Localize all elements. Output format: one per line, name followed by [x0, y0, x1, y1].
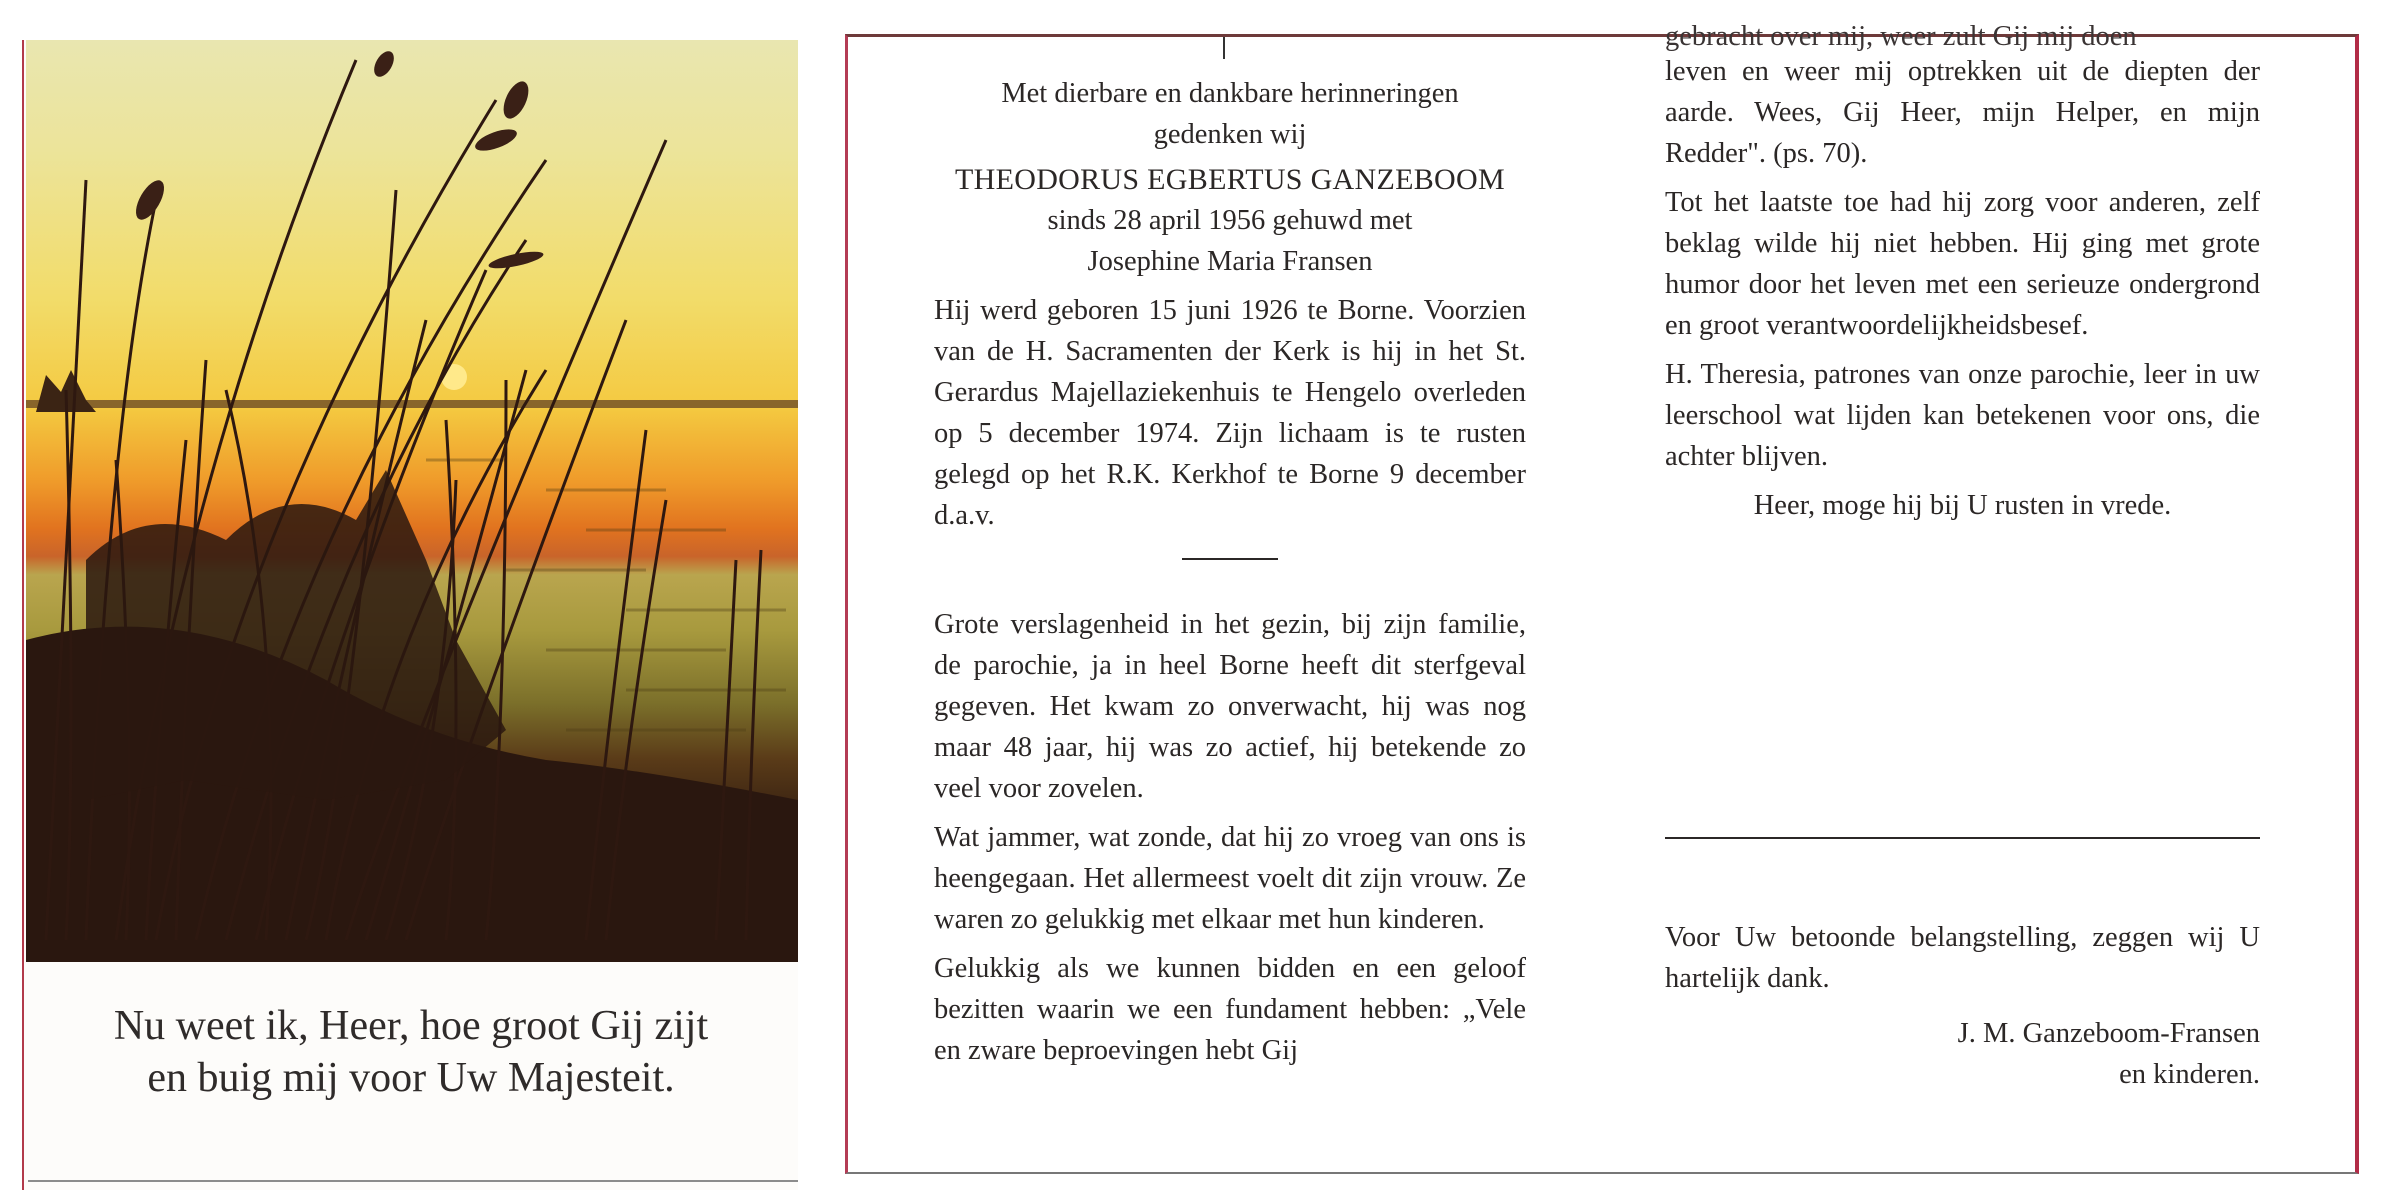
caption-line-1: Nu weet ik, Heer, hoe groot Gij zijt — [113, 1003, 709, 1049]
closing-prayer: Heer, moge hij bij U rusten in vrede. — [1753, 490, 2172, 521]
faith-paragraph: Gelukkig als we kunnen bidden en een geloof bezitten waarin we een fundament hebben: „Vele en zware beproevingen hebt Gij — [934, 953, 1526, 1066]
patron-saint-paragraph: H. Theresia, patrones van onze parochie, leer in uw leerschool wat lijden kan betekenen voor ons, die achter blijven. — [1665, 359, 2260, 472]
thanks-block — [1665, 917, 2260, 1095]
thanks-divider — [1665, 837, 2260, 839]
character-paragraph: Tot het laatste toe had hij zorg voor anderen, zelf beklag wilde hij niet hebben. Hij ging met grote humor door het leven met een serieuze ondergrond en groot verantwoordelijkheidsbesef. — [1665, 187, 2260, 341]
grief-paragraph: Grote verslagenheid in het gezin, bij zijn familie, de parochie, ja in heel Borne heeft dit sterfgeval gegeven. Het kwam zo onverwacht, hij was nog maar 48 jaar, hij was zo actief, hij betekende zo veel voor zovelen. — [934, 609, 1526, 804]
card-bottom-edge — [28, 1180, 798, 1182]
psalm-paragraph: leven en weer mij optrekken uit de diepten der aarde. Wees, Gij Heer, mijn Helper, en mijn Redder". (ps. 70). — [1665, 56, 2260, 169]
reed-plumes — [130, 48, 544, 272]
prayer-card-front — [22, 40, 798, 1190]
caption-line-2: en buig mij voor Uw Majesteit. — [147, 1055, 675, 1101]
memorial-card-inside — [845, 21, 2359, 1174]
horizon-line — [26, 400, 798, 408]
biography-paragraph: Hij werd geboren 15 juni 1926 te Borne. Voorzien van de H. Sacramenten der Kerk is hij in het St. Gerardus Majellaziekenhuis te Hengelo overleden op 5 december 1974. Zijn lichaam is te rusten gelegd op het R.K. Kerkhof te Borne 9 december d.a.v. — [934, 295, 1526, 531]
spouse-name: Josephine Maria Fransen — [1087, 246, 1373, 277]
deceased-name: THEODORUS EGBERTUS GANZEBOOM — [955, 163, 1505, 196]
fold-mark — [1223, 37, 1225, 59]
memorial-text-column-1 — [934, 73, 1526, 1079]
intro-line-2: gedenken wij — [1153, 119, 1307, 150]
prayer-caption — [24, 1000, 798, 1104]
loss-paragraph: Wat jammer, wat zonde, dat hij zo vroeg van ons is heengegaan. Het allermeest voelt dit zijn vrouw. Ze waren zo gelukkig met elkaar met hun kinderen. — [934, 822, 1526, 935]
reeds-silhouette-graphic — [26, 40, 798, 962]
signature-name: J. M. Ganzeboom-Fransen — [1957, 1018, 2260, 1049]
sunset-reeds-photo — [26, 40, 798, 962]
marriage-line: sinds 28 april 1956 gehuwd met — [1047, 205, 1413, 236]
signature-family: en kinderen. — [2119, 1059, 2260, 1090]
memorial-text-column-2 — [1665, 21, 2260, 526]
intro-line-1: Met dierbare en dankbare herinneringen — [1001, 78, 1459, 109]
section-divider — [1182, 558, 1278, 560]
thanks-text: Voor Uw betoonde belangstelling, zeggen wij U hartelijk dank. — [1665, 922, 2260, 994]
clipped-top-line-text: gebracht over mij, weer zult Gij mij doen — [1665, 21, 2137, 52]
clipped-top-line — [1665, 21, 2260, 52]
